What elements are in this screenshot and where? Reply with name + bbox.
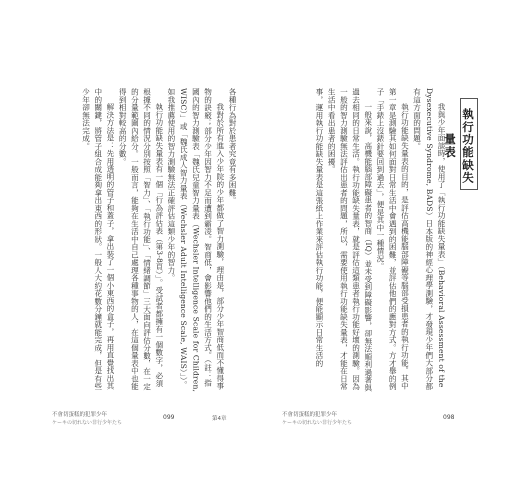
right-page xyxy=(260,0,520,500)
page-number: 098 xyxy=(443,414,455,421)
paragraph: 各種行為對於患者究竟有多困難。 xyxy=(228,88,237,205)
footer-book-title: 不會切蛋糕的犯罪少年 xyxy=(282,412,338,418)
paragraph: 事，運用執行功能缺失量表是這張紙上作業來評估執行功能，便能顯示日常生活的 xyxy=(314,88,324,367)
paragraph: 解決方法是：先用透明的管子和蓋子，拿出裝了一個小東西的盒子，再用直覺找出其中的關鍵，將管子組合成能夠拿出東西的形狀。一般人大約花數分鐘就能完成，但是有些少年卻無法完成。 xyxy=(81,88,115,391)
paragraph: 一般來說，高機能腦部障礙患者的智商（IQ）並未受到障礙影響，卻無法順利過著與過去相同的日常生活。執行功能缺失量表，就是評估這類患者執行功能好壞的測驗。因為一般的智力測驗無法評估出患者的問題，所以，需要使用執行功能缺失量表，才能在日常生活中看出患者的困擾。 xyxy=(327,88,373,392)
chapter-mark: 第4章 xyxy=(212,416,227,422)
left-footer xyxy=(52,411,122,427)
right-page-body xyxy=(282,88,447,394)
paragraph: 執行功能缺失量表有一個「行為評估表（第3-8頁）」。受試者都擁有一個數字，必須根據不同的情況分別按照「智力」、「執行功能」、「情緒調節」三大面向評估分數，在一定的分量範圍內給分。一般而言，能夠在生活中自己處理各種事物的人，在這個量表中也能得到相對較高的分數。 xyxy=(118,88,164,391)
paragraph: 執行功能缺失量表的目的，是評估高機能腦部障礙等腦部受損患者的執行功能。其中第一章是測驗其如何面對日常生活中會遇到的困難，並評估他們的應對方式。方才舉的例子「手錶上沒錶針要回到過去」，便是其中一種情況。 xyxy=(375,88,410,391)
right-footer xyxy=(282,411,352,427)
footer-book-title: 不會切蛋糕的犯罪少年 xyxy=(52,412,108,418)
page-number: 099 xyxy=(163,414,175,421)
footer-book-subtitle: ケーキの切れない非行少年たち xyxy=(52,420,123,426)
paragraph: 我對於所有進入少年院的少年都做了智力測驗，理由是，部分少年智商低而不懂得事物的訣竅；部分少年因智力不足而遭到霸凌。智商低，會影響他們的生活方式。（註：指國內的智力測驗表「魏氏兒童智力量表（Wechsler Intelligence Scale for Children, WISC）」或「魏氏成人智力量表（Wechsler Adult Intelligence Scale, WAIS）」）。如我推薦使用的智力測驗無法正確評估這類少年的智力。 xyxy=(166,88,225,393)
paragraph: 我與少年面談時，使用了「執行功能缺失量表」（Behavioral Assessment of the Dysexecutive Syndrome, BADS）日本版的神經心理學測驗，才發現少年們大部分都有這方面的問題。 xyxy=(412,88,446,390)
section-title: 執行功能缺失量表 xyxy=(460,98,478,190)
footer-book-subtitle: ケーキの切れない非行少年たち xyxy=(282,420,353,426)
left-page-body xyxy=(50,88,238,394)
